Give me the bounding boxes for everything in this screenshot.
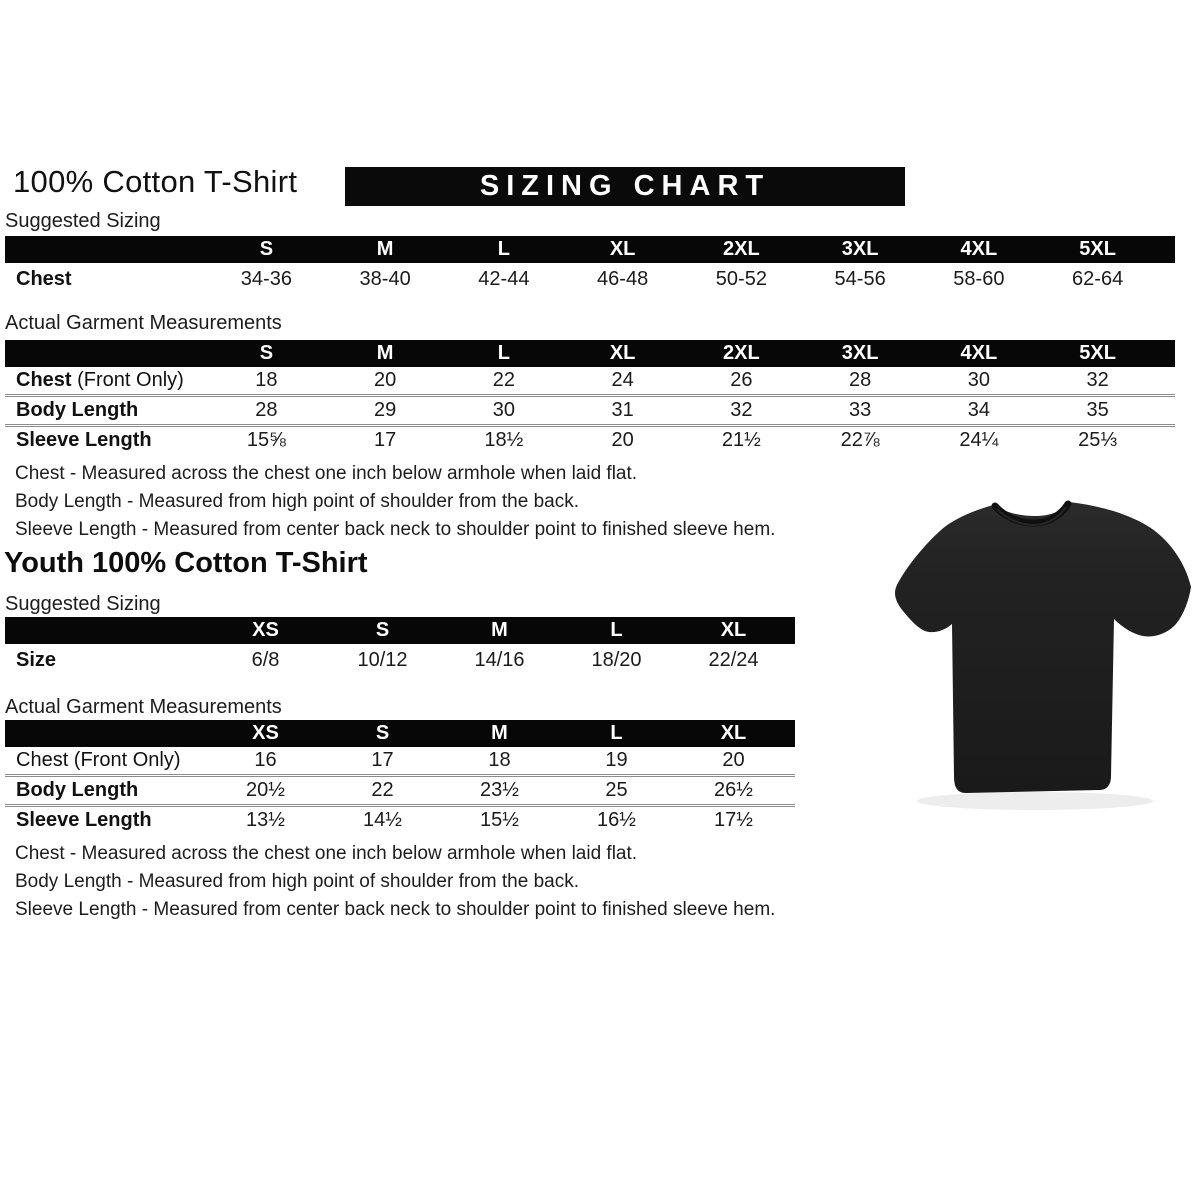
row-label-main: Chest bbox=[16, 369, 72, 391]
adult-note-sleeve-length: Sleeve Length - Measured from center back neck to shoulder point to finished sleeve hem. bbox=[15, 519, 776, 540]
value-cell: 21½ bbox=[721, 429, 761, 451]
value-cell: 24¼ bbox=[959, 429, 999, 451]
row-label: Sleeve Length bbox=[16, 809, 152, 831]
header-cell-size: XL bbox=[609, 342, 636, 364]
value-cell: 20 bbox=[722, 749, 745, 771]
youth-actual-header-row bbox=[5, 720, 795, 747]
value-cell: 16 bbox=[254, 749, 277, 771]
header-cell-size: XL bbox=[609, 238, 636, 260]
value-cell: 6/8 bbox=[251, 648, 280, 671]
value-cell: 20 bbox=[611, 429, 634, 451]
header-cell-size: XS bbox=[252, 619, 279, 641]
youth-suggested-table bbox=[5, 617, 795, 676]
value-cell: 17½ bbox=[714, 809, 753, 831]
adult-chest-front-row bbox=[5, 367, 1175, 394]
youth-note-body-length: Body Length - Measured from high point of shoulder from the back. bbox=[15, 871, 579, 892]
header-cell-size: L bbox=[497, 238, 510, 260]
header-cell-size: 4XL bbox=[960, 342, 998, 364]
header-cell-size: XL bbox=[720, 619, 747, 641]
youth-suggested-header-row bbox=[5, 617, 795, 644]
header-cell-size: 4XL bbox=[960, 238, 998, 260]
value-cell: 46-48 bbox=[597, 267, 649, 290]
row-label: Chest (Front Only) bbox=[16, 749, 181, 771]
value-cell: 54-56 bbox=[834, 267, 886, 290]
row-label: Size bbox=[16, 648, 57, 671]
value-cell: 34 bbox=[967, 399, 990, 421]
value-cell: 30 bbox=[492, 399, 515, 421]
adult-sleeve-length-row bbox=[5, 424, 1175, 454]
row-label: Sleeve Length bbox=[16, 429, 152, 451]
value-cell: 32 bbox=[730, 399, 753, 421]
row-label: Body Length bbox=[16, 399, 139, 421]
row-label-note: (Front Only) bbox=[71, 369, 184, 391]
youth-note-sleeve-length: Sleeve Length - Measured from center back neck to shoulder point to finished sleeve hem. bbox=[15, 899, 776, 920]
value-cell: 26½ bbox=[714, 779, 753, 801]
youth-actual-heading: Actual Garment Measurements bbox=[5, 696, 282, 718]
header-cell-size: M bbox=[376, 342, 394, 364]
adult-note-chest: Chest - Measured across the chest one inch below armhole when laid flat. bbox=[15, 463, 638, 484]
header-cell-size: M bbox=[491, 722, 508, 744]
value-cell: 15½ bbox=[480, 809, 519, 831]
value-cell: 30 bbox=[967, 369, 990, 391]
value-cell: 22/24 bbox=[708, 648, 759, 671]
value-cell: 28 bbox=[849, 369, 872, 391]
value-cell: 42-44 bbox=[478, 267, 530, 290]
value-cell: 38-40 bbox=[359, 267, 411, 290]
value-cell: 17 bbox=[371, 749, 394, 771]
header-cell-size: L bbox=[610, 619, 623, 641]
value-cell: 34-36 bbox=[240, 267, 292, 290]
value-cell: 14½ bbox=[363, 809, 402, 831]
value-cell: 26 bbox=[730, 369, 753, 391]
value-cell: 23½ bbox=[480, 779, 519, 801]
adult-actual-heading: Actual Garment Measurements bbox=[5, 312, 282, 334]
adult-body-length-row bbox=[5, 394, 1175, 424]
value-cell: 32 bbox=[1086, 369, 1109, 391]
youth-size-row bbox=[5, 644, 795, 676]
youth-sleeve-length-row bbox=[5, 804, 795, 834]
value-cell: 18 bbox=[488, 749, 511, 771]
header-cell-size: M bbox=[491, 619, 508, 641]
header-cell-size: 2XL bbox=[723, 342, 760, 364]
value-cell: 33 bbox=[849, 399, 872, 421]
header-cell-size: XS bbox=[252, 722, 279, 744]
value-cell: 62-64 bbox=[1072, 267, 1124, 290]
value-cell: 58-60 bbox=[953, 267, 1005, 290]
value-cell: 25 bbox=[605, 779, 628, 801]
value-cell: 16½ bbox=[597, 809, 636, 831]
youth-body-length-row bbox=[5, 774, 795, 804]
header-cell-size: 3XL bbox=[841, 342, 879, 364]
tshirt-body bbox=[895, 502, 1191, 793]
header-cell-size: 5XL bbox=[1079, 342, 1116, 364]
value-cell: 22 bbox=[492, 369, 515, 391]
adult-chest-row bbox=[5, 263, 1175, 295]
value-cell: 18½ bbox=[484, 429, 524, 451]
header-cell-size: S bbox=[375, 619, 390, 641]
value-cell: 28 bbox=[255, 399, 278, 421]
value-cell: 17 bbox=[374, 429, 397, 451]
value-cell: 22⅞ bbox=[840, 429, 880, 451]
value-cell: 25⅓ bbox=[1078, 429, 1118, 451]
value-cell: 15⅝ bbox=[246, 429, 286, 451]
value-cell: 14/16 bbox=[474, 648, 525, 671]
header-cell-size: L bbox=[610, 722, 623, 744]
black-tshirt-photo bbox=[885, 468, 1197, 816]
row-label: Chest bbox=[16, 267, 72, 290]
value-cell: 24 bbox=[611, 369, 634, 391]
tshirt-shadow bbox=[917, 792, 1153, 810]
header-cell-size: XL bbox=[720, 722, 747, 744]
header-cell-size: 3XL bbox=[841, 238, 879, 260]
header-cell-size: M bbox=[376, 238, 394, 260]
header-cell-size: 5XL bbox=[1079, 238, 1116, 260]
youth-actual-table bbox=[5, 720, 795, 834]
youth-chest-front-row bbox=[5, 747, 795, 774]
header-cell-size: S bbox=[259, 342, 274, 364]
adult-actual-table bbox=[5, 340, 1175, 454]
header-cell-size: S bbox=[375, 722, 390, 744]
page-title-adult: 100% Cotton T-Shirt bbox=[13, 164, 298, 199]
row-label bbox=[5, 369, 207, 392]
sizing-chart-banner: SIZING CHART bbox=[345, 167, 905, 206]
adult-suggested-table bbox=[5, 236, 1175, 295]
adult-note-body-length: Body Length - Measured from high point of shoulder from the back. bbox=[15, 491, 579, 512]
value-cell: 22 bbox=[371, 779, 394, 801]
value-cell: 20½ bbox=[246, 779, 285, 801]
value-cell: 19 bbox=[605, 749, 628, 771]
youth-suggested-heading: Suggested Sizing bbox=[5, 593, 161, 615]
value-cell: 50-52 bbox=[715, 267, 767, 290]
header-cell-size: S bbox=[259, 238, 274, 260]
value-cell: 18 bbox=[255, 369, 278, 391]
header-cell-size: L bbox=[497, 342, 510, 364]
page-title-youth: Youth 100% Cotton T-Shirt bbox=[4, 547, 368, 579]
value-cell: 31 bbox=[611, 399, 634, 421]
value-cell: 18/20 bbox=[591, 648, 642, 671]
value-cell: 13½ bbox=[246, 809, 285, 831]
row-label: Body Length bbox=[16, 779, 139, 801]
youth-note-chest: Chest - Measured across the chest one inch below armhole when laid flat. bbox=[15, 843, 638, 864]
value-cell: 35 bbox=[1086, 399, 1109, 421]
adult-actual-header-row bbox=[5, 340, 1175, 367]
value-cell: 10/12 bbox=[357, 648, 408, 671]
header-cell-size: 2XL bbox=[723, 238, 760, 260]
adult-suggested-heading: Suggested Sizing bbox=[5, 210, 161, 232]
value-cell: 20 bbox=[374, 369, 397, 391]
adult-suggested-header-row bbox=[5, 236, 1175, 263]
value-cell: 29 bbox=[374, 399, 397, 421]
